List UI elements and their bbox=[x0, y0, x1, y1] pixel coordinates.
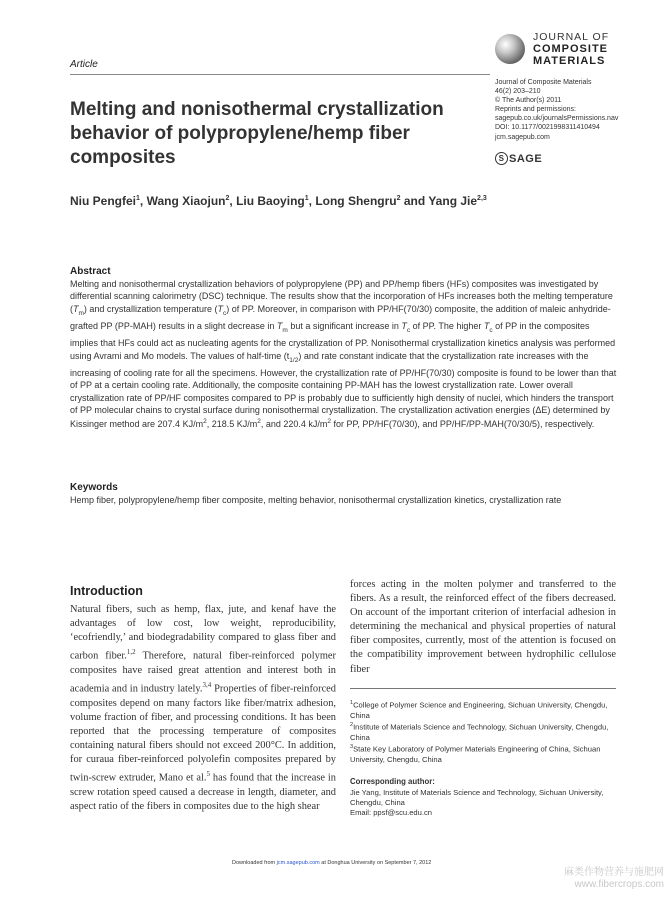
article-type-label: Article bbox=[70, 59, 98, 70]
article-title: Melting and nonisothermal crystallization behavior of polypropylene/hemp fiber composites bbox=[70, 99, 444, 168]
author-separator: , bbox=[229, 194, 237, 208]
abstract-script: 2 bbox=[327, 418, 332, 426]
introduction-column-left bbox=[70, 603, 336, 814]
journal-logo-sphere-icon bbox=[495, 34, 525, 64]
affiliation-3 bbox=[350, 742, 616, 765]
affiliation-mark: 3 bbox=[350, 744, 354, 750]
pub-info-line: © The Author(s) 2011 bbox=[495, 97, 562, 105]
abstract-script: 1/2 bbox=[289, 356, 299, 364]
abstract-text: , 218.5 KJ/m bbox=[206, 419, 258, 430]
abstract-text: ) and rate constant indicate that the crystallization rate increases with the increasing of cooling rate for all the specimens. However, the crystallization rate of PP/HF(70/30) composite is found to be lower than that of PP at a certain cooling rate. Additionally, the composite containing PP-MAH has the lowest crystallization rate. Lower overall crystallization rate of PP/HF composites compared to PP is probably due to sufficiently high density of nuclei, which hinders the transport of PP molecular chains to crystal surface during nonisothermal crystallization. The crystallization activation energies (ΔE) determined by Kissinger method are 207.4 KJ/m bbox=[70, 350, 617, 430]
abstract-script: m bbox=[78, 309, 84, 317]
journal-logo-line: MATERIALS bbox=[533, 55, 606, 67]
abstract-symbol: T bbox=[276, 321, 283, 332]
abstract-script: c bbox=[406, 326, 411, 334]
keywords-heading: Keywords bbox=[70, 482, 118, 493]
introduction-text: Therefore, natural fiber-reinforced polymer composites have raised great attention and interest both in academia and in industry lately. bbox=[70, 650, 336, 695]
abstract-text: for PP, PP/HF(70/30), and PP/HF/PP-MAH(70/30/5), respectively. bbox=[331, 419, 595, 430]
affiliation-mark: 2 bbox=[350, 722, 354, 728]
author-affiliation-mark: 1 bbox=[304, 195, 309, 202]
keywords-body: Hemp fiber, polypropylene/hemp fiber composite, melting behavior, nonisothermal crystallization kinetics, crystallization rate bbox=[70, 495, 562, 505]
abstract-text: Melting and nonisothermal crystallization behaviors of polypropylene (PP) and PP/hemp fibers (HFs) composites was investigated by differential scanning calorimetry (DSC) technique. The results show that the incorporation of HFs increases both the melting temperature ( bbox=[70, 279, 613, 314]
publisher-name: SAGE bbox=[509, 153, 543, 165]
footer-suffix: at Donghua University on September 7, 2012 bbox=[319, 860, 432, 866]
journal-logo-line: COMPOSITE bbox=[533, 43, 609, 55]
watermark-line: 麻类作物营养与施肥网 bbox=[564, 867, 664, 878]
footer-journal-link[interactable]: jcm.sagepub.com bbox=[276, 860, 320, 866]
footer-prefix: Downloaded from bbox=[232, 860, 277, 866]
site-watermark bbox=[564, 867, 664, 891]
abstract-script: c bbox=[489, 326, 493, 334]
author-affiliation-mark: 2,3 bbox=[477, 195, 487, 202]
author-name: Yang Jie bbox=[428, 194, 478, 208]
affiliation-1 bbox=[350, 698, 616, 721]
author-affiliation-mark: 2 bbox=[225, 195, 230, 202]
abstract-text: ) and crystallization temperature ( bbox=[83, 303, 218, 314]
abstract-heading: Abstract bbox=[70, 266, 111, 277]
citation-mark[interactable]: 5 bbox=[206, 769, 210, 778]
corresponding-author-details bbox=[350, 788, 616, 819]
abstract-script: c bbox=[222, 309, 227, 317]
journal-logo bbox=[495, 31, 620, 75]
footnote-divider bbox=[350, 688, 616, 689]
journal-logo-line: JOURNAL OF bbox=[533, 31, 610, 43]
author-list bbox=[70, 190, 510, 210]
author-name: Wang Xiaojun bbox=[146, 194, 226, 208]
abstract-symbol: T bbox=[217, 303, 223, 314]
introduction-heading: Introduction bbox=[70, 584, 143, 598]
pub-info-line: Journal of Composite Materials bbox=[495, 79, 592, 86]
abstract-script: m bbox=[282, 326, 288, 334]
download-footer bbox=[232, 860, 431, 866]
pub-info-line: Reprints and permissions: bbox=[495, 106, 576, 114]
doi-line: DOI: 10.1177/0021998311410494 bbox=[495, 124, 600, 132]
corresponding-author-heading: Corresponding author: bbox=[350, 777, 435, 786]
pub-info-line: 46(2) 203–210 bbox=[495, 88, 541, 96]
header-divider bbox=[70, 74, 490, 75]
abstract-text: , and 220.4 kJ/m bbox=[260, 419, 328, 430]
abstract-symbol: T bbox=[483, 321, 490, 332]
author-separator: , bbox=[308, 194, 316, 208]
author-separator: and bbox=[400, 194, 429, 208]
publication-info bbox=[495, 78, 645, 142]
abstract-text: but a significant increase in bbox=[287, 321, 402, 332]
author-name: Liu Baoying bbox=[236, 194, 305, 208]
affiliation-text: Institute of Materials Science and Technology, Sichuan University, Chengdu, China bbox=[350, 722, 609, 742]
citation-mark[interactable]: 1,2 bbox=[126, 648, 136, 657]
citation-mark[interactable]: 3,4 bbox=[202, 680, 212, 689]
watermark-line: www.fibercrops.com bbox=[574, 879, 664, 890]
abstract-symbol: T bbox=[73, 303, 79, 314]
affiliation-mark: 1 bbox=[350, 700, 354, 706]
abstract-symbol: T bbox=[401, 321, 407, 332]
corresponding-author-email[interactable]: Email: ppsf@scu.edu.cn bbox=[350, 808, 432, 818]
introduction-column-right: forces acting in the molten polymer and transferred to the fibers. As a result, the reinforced effect of the fibers decreased. On account of the important criterion of interfacial adhesion in determining the mechanical and physical properties of natural fiber composites, currently, most of the attention is focused on the compatibility improvement between hydrophilic cellulose fiber bbox=[350, 579, 616, 675]
journal-url-link[interactable]: jcm.sagepub.com bbox=[495, 133, 550, 141]
sage-s-icon: S bbox=[495, 152, 508, 165]
abstract-script: 2 bbox=[203, 418, 207, 426]
affiliation-text: State Key Laboratory of Polymer Materials Engineering of China, Sichuan University, Chengdu, China bbox=[350, 744, 601, 764]
abstract-body bbox=[70, 278, 618, 431]
permissions-link[interactable]: sagepub.co.uk/journalsPermissions.nav bbox=[495, 115, 619, 123]
abstract-text: ) of PP. Moreover, in comparison with PP/HF(70/30) composite, the addition of maleic anhydride-grafted PP (PP-MAH) results in a slight decrease in bbox=[70, 303, 611, 332]
abstract-script: 2 bbox=[257, 418, 261, 426]
author-name: Long Shengru bbox=[315, 194, 397, 208]
introduction-text: Natural fibers, such as hemp, flax, jute, and kenaf have the advantages of low cost, low weight, reproducibility, ‘ecofriendly,’ and biodegradability compared to glass fiber and carbon fiber. bbox=[70, 604, 336, 662]
publisher-logo bbox=[495, 152, 542, 165]
abstract-text: of PP. The higher bbox=[410, 321, 484, 332]
abstract-text: of PP in the composites implies that HFs could act as nucleating agents for the crystallization of PP. Nonisothermal crystallization kinetics analysis was performed using Avrami and Mo models. The values of half-time (t bbox=[70, 321, 616, 361]
author-name: Niu Pengfei bbox=[70, 194, 137, 208]
author-affiliation-mark: 2 bbox=[396, 195, 401, 202]
introduction-text: has found that the increase in screw rotation speed caused a decrease in length, diameter, and aspect ratio of the fibers in composites due to the high shear bbox=[70, 772, 336, 812]
affiliation-text: College of Polymer Science and Engineering, Sichuan University, Chengdu, China bbox=[350, 700, 608, 720]
introduction-text: Properties of fiber-reinforced composites depend on many factors like fiber/matrix adhesion, volume fraction of fiber, and processing conditions. It has been reported that the processing temperature of composites containing natural fibers should not exceed 200°C. In addition, for curaua fiber-reinforced polyolefin composites prepared by twin-screw extruder, Mano et al. bbox=[70, 683, 336, 784]
affiliation-2 bbox=[350, 720, 616, 743]
author-separator: , bbox=[139, 194, 147, 208]
corresponding-author-address: Jie Yang, Institute of Materials Science and Technology, Sichuan University, Chengdu, China bbox=[350, 788, 604, 808]
author-affiliation-mark: 1 bbox=[136, 195, 140, 202]
